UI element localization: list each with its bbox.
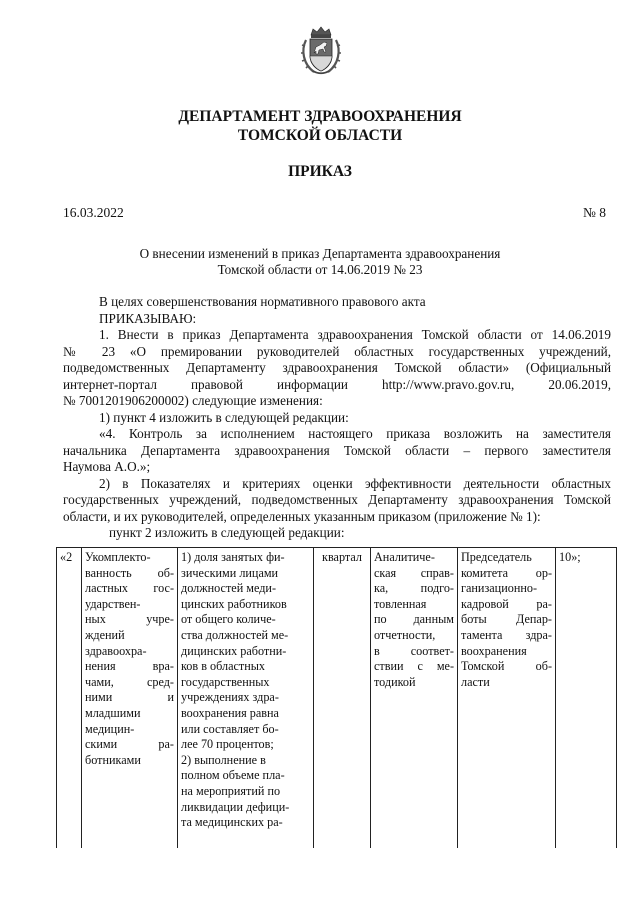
cell-line: кадровой ра- xyxy=(461,596,552,611)
cell-line: ных учре- xyxy=(85,612,174,627)
table-row xyxy=(57,548,617,848)
cell-line: полном объеме пла- xyxy=(181,768,285,783)
quote4-line2: начальника Департамента здравоохранения Томской области – первого заместителя xyxy=(63,442,611,458)
cell-line: на мероприятий по xyxy=(181,783,281,798)
cell-line: ствии с ме- xyxy=(374,659,454,674)
cell-line: или составляет бо- xyxy=(181,721,279,736)
cell-line: ка, подго- xyxy=(374,581,454,596)
quote4-line1: «4. Контроль за исполнением настоящего приказа возложить на заместителя xyxy=(99,426,611,441)
cell-line: 2) выполнение в xyxy=(181,752,266,767)
cell-points xyxy=(556,548,617,848)
subject-line1: О внесении изменений в приказ Департамента здравоохранения xyxy=(139,246,501,261)
cell-line: комитета ор- xyxy=(461,565,552,580)
cell-line: ков в областных xyxy=(181,659,266,674)
coat-of-arms-icon xyxy=(300,26,342,76)
cell-line: ства должностей ме- xyxy=(181,627,289,642)
cell-line: лее 70 процентов; xyxy=(181,737,274,752)
cell-indicator xyxy=(82,548,178,848)
cell-line: цинских работников xyxy=(181,596,287,611)
cell-number-text xyxy=(60,550,78,566)
intro-paragraph: В целях совершенствования нормативного правового акта xyxy=(99,294,426,309)
cell-criteria-text xyxy=(181,550,310,831)
cell-indicator-text xyxy=(85,550,174,768)
cell-line: та медицинских ра- xyxy=(181,815,283,830)
department-name-line1: ДЕПАРТАМЕНТ ЗДРАВООХРАНЕНИЯ xyxy=(178,108,462,125)
cell-line: ударствен- xyxy=(85,596,141,611)
cell-line: отчетности, xyxy=(374,627,436,642)
subitem1: 1) пункт 4 изложить в следующей редакции: xyxy=(99,409,349,425)
cell-line: ская справ- xyxy=(374,565,454,580)
cell-line: 10»; xyxy=(559,550,581,564)
criteria-table xyxy=(56,547,617,848)
item1-line1: 1. Внести в приказ Департамента здравоохранения Томской области от 14.06.2019 xyxy=(99,327,611,342)
item1-line4: интернет-портал правовой информации http://www.pravo.gov.ru, 20.06.2019, xyxy=(63,376,611,392)
document-type: ПРИКАЗ xyxy=(288,163,352,180)
cell-line: должностей меди- xyxy=(181,581,277,596)
cell-line: здравоохра- xyxy=(85,643,147,658)
item1-line2: № 23 «О премировании руководителей областных государственных учреждений, xyxy=(63,343,611,359)
cell-line: зическими лицами xyxy=(181,565,279,580)
cell-line: «2 xyxy=(60,550,73,564)
cell-line: ждений xyxy=(85,627,125,642)
cell-source-text xyxy=(374,550,454,690)
quote4-line3: Наумова А.О.»; xyxy=(63,459,151,474)
cell-line: квартал xyxy=(322,550,362,564)
item1-line3: подведомственных Департаменту здравоохранения Томской области» (Официальный xyxy=(63,360,611,375)
document-date: 16.03.2022 xyxy=(63,205,124,220)
cell-number xyxy=(57,548,82,848)
cell-line: ванность об- xyxy=(85,565,174,580)
order-word: ПРИКАЗЫВАЮ: xyxy=(99,310,197,326)
cell-line: Укомплекто- xyxy=(85,550,151,564)
cell-responsible-text xyxy=(461,550,552,690)
cell-line: ганизационно- xyxy=(461,581,538,596)
cell-line: медицин- xyxy=(85,721,135,736)
subitem2-line1: 2) в Показателях и критериях оценки эффективности деятельности областных xyxy=(99,475,611,491)
cell-period xyxy=(314,548,371,848)
document-body xyxy=(63,294,611,542)
cell-points-text xyxy=(559,550,613,566)
item1-line5: № 7001201906200002) следующие изменения: xyxy=(63,393,323,408)
cell-line: товленная xyxy=(374,596,427,611)
cell-line: тодикой xyxy=(374,674,416,689)
cell-line: воохранения xyxy=(461,643,527,658)
cell-line: 1) доля занятых фи- xyxy=(181,550,285,564)
cell-line: Председатель xyxy=(461,550,532,564)
cell-line: по данным xyxy=(374,612,454,627)
cell-line: в соответ- xyxy=(374,643,454,658)
cell-line: боты Депар- xyxy=(461,612,552,627)
document-number: № 8 xyxy=(582,205,606,220)
subitem2-line2: государственных учреждений, подведомственных Департаменту здравоохранения Томской xyxy=(63,492,611,507)
cell-line: учреждениях здра- xyxy=(181,690,279,705)
subitem2-line3: области, и их руководителей, определенных указанным приказом (приложение № 1): xyxy=(63,508,541,524)
cell-line: дицинских работни- xyxy=(181,643,287,658)
cell-line: нения вра- xyxy=(85,659,174,674)
cell-period-text xyxy=(317,550,367,566)
cell-source xyxy=(371,548,458,848)
cell-line: ласти xyxy=(461,674,490,689)
cell-line: воохранения равна xyxy=(181,705,279,720)
subject-line2: Томской области от 14.06.2019 № 23 xyxy=(217,262,423,277)
cell-line: ними и xyxy=(85,690,174,705)
cell-line: Томской об- xyxy=(461,659,552,674)
cell-line: ластных гос- xyxy=(85,581,174,596)
point2-intro: пункт 2 изложить в следующей редакции: xyxy=(109,525,345,540)
cell-criteria xyxy=(178,548,314,848)
cell-responsible xyxy=(458,548,556,848)
department-name-line2: ТОМСКОЙ ОБЛАСТИ xyxy=(237,127,403,144)
cell-line: от общего количе- xyxy=(181,612,276,627)
cell-line: ботниками xyxy=(85,752,141,767)
cell-line: скими ра- xyxy=(85,737,174,752)
cell-line: ликвидации дефици- xyxy=(181,799,290,814)
cell-line: государственных xyxy=(181,674,270,689)
cell-line: Аналитиче- xyxy=(374,550,435,564)
cell-line: тамента здра- xyxy=(461,627,552,642)
cell-line: младшими xyxy=(85,705,141,720)
cell-line: чами, сред- xyxy=(85,674,174,689)
